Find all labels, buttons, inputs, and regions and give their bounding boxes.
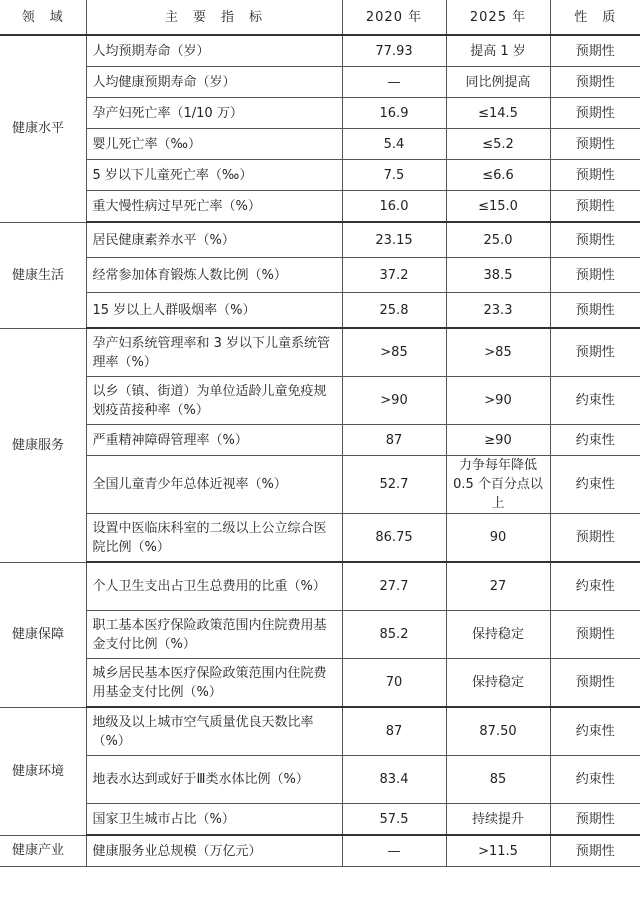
value-2020-cell: 70: [342, 659, 446, 708]
nature-cell: 预期性: [550, 514, 640, 563]
nature-cell: 预期性: [550, 98, 640, 129]
indicator-cell: 居民健康素养水平（%）: [86, 222, 342, 258]
indicator-cell: 地级及以上城市空气质量优良天数比率（%）: [86, 707, 342, 756]
value-2020-cell: 23.15: [342, 222, 446, 258]
indicator-cell: 5 岁以下儿童死亡率（‰）: [86, 160, 342, 191]
value-2025-cell: 提高 1 岁: [446, 35, 550, 67]
nature-cell: 约束性: [550, 425, 640, 456]
nature-cell: 预期性: [550, 659, 640, 708]
indicator-cell: 人均健康预期寿命（岁）: [86, 67, 342, 98]
value-2025-cell: >85: [446, 328, 550, 377]
nature-cell: 预期性: [550, 258, 640, 293]
nature-cell: 预期性: [550, 160, 640, 191]
value-2025-cell: ≥90: [446, 425, 550, 456]
indicator-cell: 以乡（镇、街道）为单位适龄儿童免疫规划疫苗接种率（%）: [86, 377, 342, 425]
nature-cell: 预期性: [550, 67, 640, 98]
indicator-cell: 健康服务业总规模（万亿元）: [86, 835, 342, 867]
nature-cell: 预期性: [550, 611, 640, 659]
value-2025-cell: 力争每年降低 0.5 个百分点以上: [446, 456, 550, 514]
value-2020-cell: 5.4: [342, 129, 446, 160]
value-2025-cell: 27: [446, 562, 550, 611]
nature-cell: 预期性: [550, 835, 640, 867]
value-2025-cell: 87.50: [446, 707, 550, 756]
indicator-cell: 婴儿死亡率（‰）: [86, 129, 342, 160]
table-row: [0, 258, 640, 293]
table-row: [0, 456, 640, 514]
header-2025: 2025 年: [446, 0, 550, 35]
nature-cell: 预期性: [550, 35, 640, 67]
nature-cell: 约束性: [550, 707, 640, 756]
domain-cell: 健康水平: [0, 35, 86, 222]
nature-cell: 约束性: [550, 456, 640, 514]
nature-cell: 预期性: [550, 191, 640, 223]
indicator-cell: 设置中医临床科室的二级以上公立综合医院比例（%）: [86, 514, 342, 563]
value-2020-cell: 87: [342, 707, 446, 756]
indicator-cell: 严重精神障碍管理率（%）: [86, 425, 342, 456]
value-2025-cell: ≤5.2: [446, 129, 550, 160]
value-2025-cell: 23.3: [446, 293, 550, 329]
domain-cell: 健康环境: [0, 707, 86, 835]
value-2020-cell: —: [342, 67, 446, 98]
value-2025-cell: 25.0: [446, 222, 550, 258]
value-2020-cell: 52.7: [342, 456, 446, 514]
value-2020-cell: 83.4: [342, 756, 446, 804]
domain-cell: 健康保障: [0, 562, 86, 707]
indicator-cell: 城乡居民基本医疗保险政策范围内住院费用基金支付比例（%）: [86, 659, 342, 708]
value-2025-cell: >11.5: [446, 835, 550, 867]
table-row: [0, 222, 640, 258]
nature-cell: 约束性: [550, 377, 640, 425]
table-row: [0, 35, 640, 67]
header-2020: 2020 年: [342, 0, 446, 35]
domain-cell: 健康生活: [0, 222, 86, 328]
table-row: [0, 191, 640, 223]
table-row: [0, 98, 640, 129]
table-row: [0, 67, 640, 98]
table-row: [0, 804, 640, 836]
indicator-cell: 地表水达到或好于Ⅲ类水体比例（%）: [86, 756, 342, 804]
indicator-cell: 个人卫生支出占卫生总费用的比重（%）: [86, 562, 342, 611]
nature-cell: 约束性: [550, 756, 640, 804]
value-2020-cell: 57.5: [342, 804, 446, 836]
nature-cell: 预期性: [550, 328, 640, 377]
table-row: [0, 160, 640, 191]
value-2025-cell: ≤14.5: [446, 98, 550, 129]
table-row: [0, 611, 640, 659]
indicator-cell: 全国儿童青少年总体近视率（%）: [86, 456, 342, 514]
header-nature: 性 质: [550, 0, 640, 35]
value-2025-cell: 持续提升: [446, 804, 550, 836]
value-2025-cell: 同比例提高: [446, 67, 550, 98]
indicator-cell: 职工基本医疗保险政策范围内住院费用基金支付比例（%）: [86, 611, 342, 659]
value-2025-cell: 90: [446, 514, 550, 563]
header-domain: 领 域: [0, 0, 86, 35]
nature-cell: 约束性: [550, 562, 640, 611]
table-row: [0, 659, 640, 708]
value-2020-cell: 27.7: [342, 562, 446, 611]
value-2025-cell: >90: [446, 377, 550, 425]
nature-cell: 预期性: [550, 129, 640, 160]
value-2025-cell: 保持稳定: [446, 611, 550, 659]
value-2025-cell: 85: [446, 756, 550, 804]
indicator-cell: 15 岁以上人群吸烟率（%）: [86, 293, 342, 329]
nature-cell: 预期性: [550, 222, 640, 258]
value-2020-cell: 37.2: [342, 258, 446, 293]
table-row: [0, 707, 640, 756]
value-2020-cell: 87: [342, 425, 446, 456]
value-2020-cell: 85.2: [342, 611, 446, 659]
table-row: [0, 562, 640, 611]
indicator-cell: 人均预期寿命（岁）: [86, 35, 342, 67]
value-2020-cell: 77.93: [342, 35, 446, 67]
indicator-cell: 重大慢性病过早死亡率（%）: [86, 191, 342, 223]
indicator-cell: 孕产妇死亡率（1/10 万）: [86, 98, 342, 129]
value-2020-cell: 16.0: [342, 191, 446, 223]
value-2020-cell: >90: [342, 377, 446, 425]
table-row: [0, 328, 640, 377]
value-2025-cell: ≤6.6: [446, 160, 550, 191]
indicator-cell: 孕产妇系统管理率和 3 岁以下儿童系统管理率（%）: [86, 328, 342, 377]
value-2020-cell: 16.9: [342, 98, 446, 129]
table-row: [0, 293, 640, 329]
domain-cell: 健康服务: [0, 328, 86, 562]
value-2020-cell: 86.75: [342, 514, 446, 563]
indicator-cell: 经常参加体育锻炼人数比例（%）: [86, 258, 342, 293]
header-indicator: 主 要 指 标: [86, 0, 342, 35]
value-2025-cell: 38.5: [446, 258, 550, 293]
table-row: [0, 835, 640, 867]
header-row: [0, 0, 640, 35]
table-row: [0, 129, 640, 160]
value-2020-cell: —: [342, 835, 446, 867]
table-row: [0, 377, 640, 425]
table-row: [0, 425, 640, 456]
value-2020-cell: >85: [342, 328, 446, 377]
table-row: [0, 756, 640, 804]
value-2020-cell: 7.5: [342, 160, 446, 191]
nature-cell: 预期性: [550, 804, 640, 836]
value-2025-cell: ≤15.0: [446, 191, 550, 223]
value-2020-cell: 25.8: [342, 293, 446, 329]
domain-cell: 健康产业: [0, 835, 86, 867]
nature-cell: 预期性: [550, 293, 640, 329]
indicator-cell: 国家卫生城市占比（%）: [86, 804, 342, 836]
value-2025-cell: 保持稳定: [446, 659, 550, 708]
table-row: [0, 514, 640, 563]
